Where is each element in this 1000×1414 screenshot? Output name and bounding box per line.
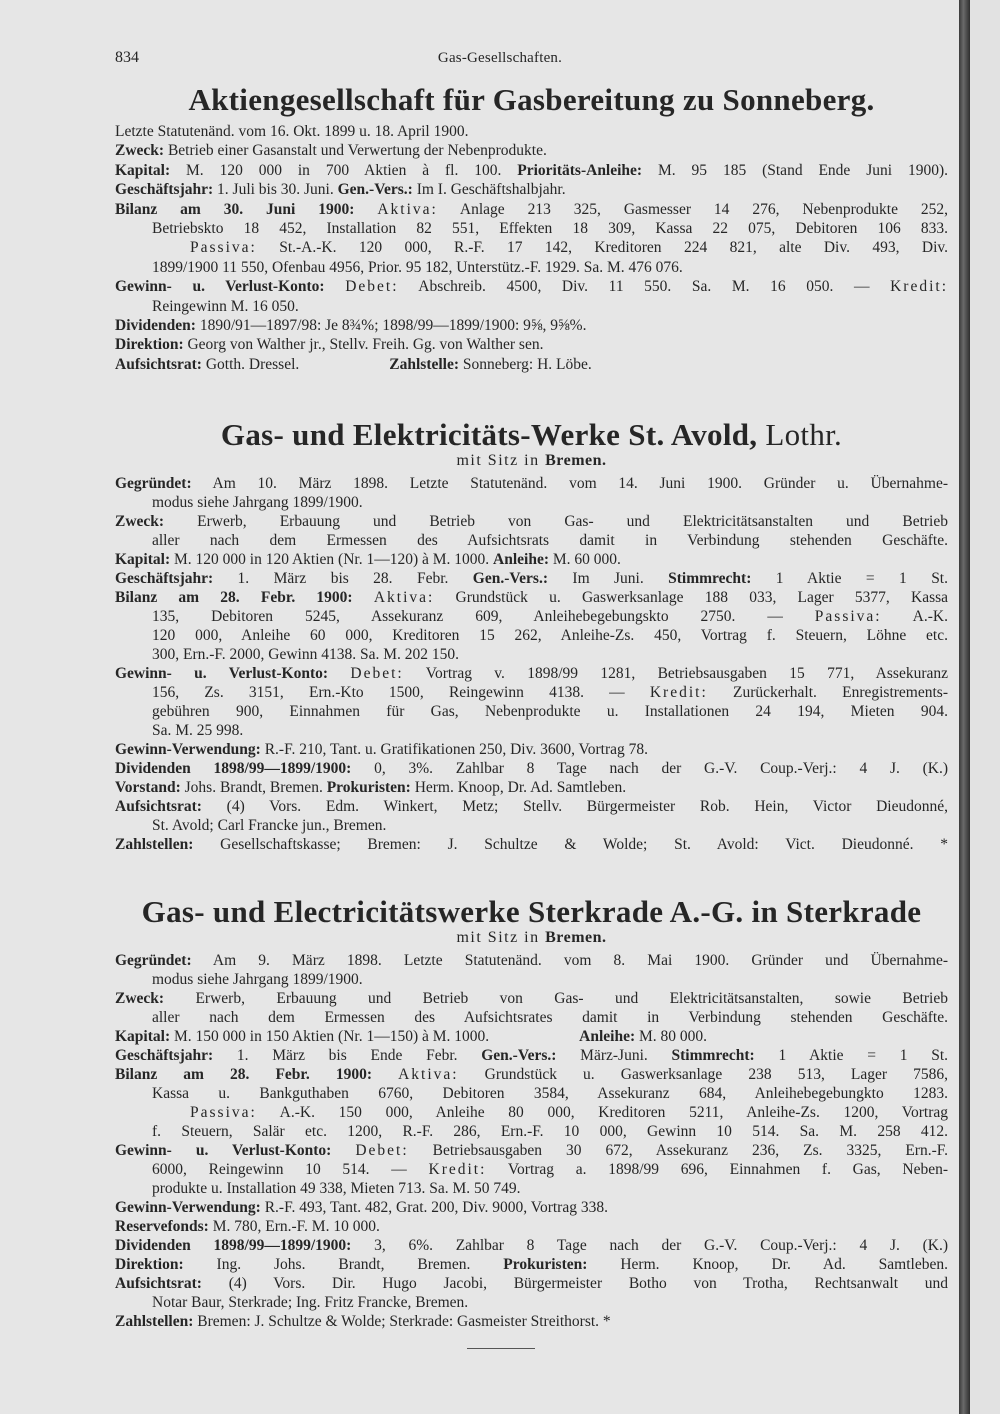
entry-line [152, 970, 948, 989]
entry-body [115, 951, 948, 1331]
field-value: Grundstück u. Gaswerksanlage 188 033, Lager 5377, Kassa [434, 589, 949, 606]
field-value: A.-K. [881, 608, 948, 625]
field-value: 1. März bis 28. Febr. [213, 570, 473, 587]
field-label: Zahlstelle: [389, 355, 460, 373]
field-value: aller nach dem Ermessen des Aufsichtsrats damit in Verbindung stehenden Geschäfte. [152, 532, 948, 549]
seat-city: Bremen. [545, 452, 607, 469]
field-label: Kapital: [115, 551, 171, 568]
field-value: f. Steuern, Salär etc. 1200, R.-F. 286, Ern.-F. 10 000, Gewinn 10 514. Sa. M. 258 412. [152, 1123, 948, 1140]
field-value [328, 665, 350, 682]
entry-line [115, 355, 948, 374]
field-label: Direktion: [115, 1256, 184, 1273]
field-value: 3, 6%. Zahlbar 8 Tage nach der G.-V. Coup.-Verj.: 4 J. (K.) [351, 1237, 948, 1254]
company-entry-st-avold [115, 417, 949, 853]
entry-line [152, 626, 948, 645]
field-value: M. 95 185 (Stand Ende Juni 1900). [642, 161, 948, 179]
field-label: Geschäftsjahr: [115, 570, 214, 587]
entry-line [115, 550, 948, 569]
page-number: 834 [115, 49, 139, 66]
entry-line [115, 835, 948, 854]
entry-line [115, 797, 948, 816]
field-label: Gewinn-Verwendung: [115, 741, 261, 758]
entry-line [115, 1046, 948, 1065]
entry-line [152, 1179, 948, 1198]
field-value: Sonneberg: H. Löbe. [459, 355, 592, 373]
entry-line [152, 1160, 948, 1179]
company-location: Lothr. [757, 417, 843, 452]
field-label: Anleihe: [493, 551, 549, 568]
field-label: Zahlstellen: [115, 1313, 194, 1330]
entry-line [115, 1141, 948, 1160]
field-value: Herm. Knoop, Dr. Ad. Samtleben. [410, 779, 627, 796]
entry-line [115, 1027, 948, 1046]
entry-line [115, 1065, 948, 1084]
field-label: Anleihe: [579, 1028, 636, 1045]
field-value: Georg von Walther jr., Stellv. Freih. Gg. von Walther sen. [183, 336, 544, 354]
field-value: 1. Juli bis 30. Juni. [213, 181, 338, 199]
entry-line [152, 1008, 948, 1027]
field-value: aller nach dem Ermessen des Aufsichtsrates damit in Verbindung stehenden Geschäfte. [152, 1009, 948, 1026]
entry-line [152, 683, 948, 702]
end-rule [467, 1348, 535, 1349]
field-value: 0, 3%. Zahlbar 8 Tage nach der G.-V. Coup.-Verj.: 4 J. (K.) [351, 760, 948, 777]
company-seat [115, 451, 948, 471]
field-value: 1. März bis Ende Febr. [213, 1047, 482, 1064]
field-value: modus siehe Jahrgang 1899/1900. [152, 971, 363, 988]
field-label: Bilanz am 30. Juni 1900: [115, 200, 355, 218]
field-value [354, 201, 377, 218]
running-title: Gas-Gesellschaften. [437, 50, 563, 66]
page-binding-edge [959, 0, 970, 1414]
entry-line [115, 122, 948, 141]
company-title [115, 417, 948, 453]
field-value: 1890/91—1897/98: Je 8¾%; 1898/99—1899/1900: 9⅝, 9⅝%. [195, 316, 587, 334]
field-label: Zahlstellen: [115, 836, 194, 853]
entry-line [115, 335, 948, 354]
field-label: Geschäftsjahr: [115, 181, 214, 199]
field-label: Prokuristen: [326, 779, 411, 796]
field-value: (4) Vors. Edm. Winkert, Metz; Stellv. Bürgermeister Rob. Hein, Victor Dieudonné, [201, 798, 948, 815]
entry-line [152, 702, 948, 721]
field-value: Abschreib. 4500, Div. 11 550. Sa. M. 16 050. — [398, 278, 891, 296]
field-value: M. 120 000 in 120 Aktien (Nr. 1—120) à M. 1000. [170, 551, 494, 568]
field-label: Gewinn- u. Verlust-Konto: [115, 278, 325, 296]
field-value: Notar Baur, Sterkrade; Ing. Fritz Francke, Bremen. [152, 1294, 469, 1311]
entry-body [115, 474, 948, 854]
field-value: Vortrag a. 1898/99 696, Einnahmen f. Gas, Neben- [486, 1161, 948, 1178]
field-value: Zurückerhalt. Enregistrements- [707, 684, 948, 701]
entry-line [115, 1255, 948, 1274]
field-label: Gen.-Vers.: [337, 181, 413, 199]
field-value: Am 9. März 1898. Letzte Statutenänd. vom 8. Mai 1900. Gründer und Übernahme- [191, 952, 948, 969]
entry-line [115, 161, 948, 180]
entry-line [152, 721, 948, 740]
entry-line [152, 297, 948, 316]
field-value: A.-K. 150 000, Anleihe 80 000, Kreditoren 5211, Anleihe-Zs. 1200, Vortrag [256, 1104, 948, 1121]
field-value [372, 1066, 398, 1083]
entry-line [115, 277, 948, 296]
field-label: Gegründet: [115, 475, 192, 492]
field-value: 300, Ern.-F. 2000, Gewinn 4138. Sa. M. 202 150. [152, 646, 460, 663]
entry-line [152, 607, 948, 626]
field-label: Gewinn- u. Verlust-Konto: [115, 1142, 332, 1159]
field-value: St. Avold; Carl Francke jun., Bremen. [152, 817, 387, 834]
entry-line [115, 1236, 948, 1255]
entry-line [152, 1122, 948, 1141]
field-label: Direktion: [115, 336, 184, 354]
field-label: Kapital: [115, 161, 171, 179]
entry-line [115, 664, 948, 683]
field-label: Bilanz am 28. Febr. 1900: [115, 1066, 372, 1083]
account-side-label: Passiva: [190, 239, 257, 257]
field-value: M. 80 000. [635, 1028, 708, 1045]
account-side-label: Kredit: [649, 684, 708, 701]
field-label: Reservefonds: [115, 1218, 209, 1235]
entry-line [115, 180, 948, 199]
account-side-label: Kredit: [428, 1161, 487, 1178]
field-value: St.-A.-K. 120 000, R.-F. 17 142, Kreditoren 224 821, alte Div. 493, Div. [256, 239, 948, 257]
entry-line [152, 1084, 948, 1103]
field-value: M. 780, Ern.-F. M. 10 000. [208, 1218, 380, 1235]
field-label: Aufsichtsrat: [115, 355, 202, 373]
entry-line [115, 778, 948, 797]
field-label: Zweck: [115, 142, 165, 160]
field-label: Kapital: [115, 1028, 171, 1045]
field-label: Gegründet: [115, 952, 192, 969]
seat-city: Bremen. [545, 929, 607, 946]
field-value: Anlage 213 325, Gasmesser 14 276, Nebenprodukte 252, [437, 200, 949, 218]
account-side-label: Kredit: [890, 278, 948, 296]
field-value: modus siehe Jahrgang 1899/1900. [152, 494, 363, 511]
field-label: Stimmrecht: [671, 1047, 755, 1064]
field-value: März-Juni. [556, 1047, 672, 1064]
entry-line [115, 1198, 948, 1217]
field-value: Gesellschaftskasse; Bremen: J. Schultze & Wolde; St. Avold: Vict. Dieudonné. * [193, 836, 948, 853]
entry-line [190, 238, 948, 257]
entry-line [152, 493, 948, 512]
account-side-label: Aktiva: [398, 1066, 459, 1083]
field-value: 135, Debitoren 5245, Assekuranz 609, Anleihebegebungskto 2750. — [152, 608, 815, 625]
company-title: Gas- und Electricitätswerke Sterkrade A.-G. in Sterkrade [141, 894, 922, 929]
company-title: Aktiengesellschaft für Gasbereitung zu Sonneberg. [188, 82, 875, 117]
account-side-label: Aktiva: [377, 200, 438, 218]
company-entry-sonneberg [115, 82, 949, 373]
entry-body [115, 122, 948, 374]
field-value: 156, Zs. 3151, Ern.-Kto 1500, Reingewinn 4138. — [152, 684, 650, 701]
account-side-label: Passiva: [190, 1104, 257, 1121]
entry-line [115, 951, 948, 970]
field-value: Am 10. März 1898. Letzte Statutenänd. vom 14. Juni 1900. Gründer u. Übernahme- [191, 475, 948, 492]
entry-line [152, 816, 948, 835]
account-side-label: Aktiva: [373, 589, 435, 606]
entry-line [152, 531, 948, 550]
entry-line [115, 1274, 948, 1293]
adjacent-page-margin [970, 0, 1000, 1414]
entry-line [115, 1312, 948, 1331]
field-value [331, 1142, 355, 1159]
field-label: Gen.-Vers.: [481, 1047, 557, 1064]
entry-line [152, 645, 948, 664]
field-value: Gotth. Dressel. [201, 355, 300, 373]
entry-line [115, 569, 948, 588]
entry-line [115, 141, 948, 160]
field-label: Prokuristen: [503, 1256, 588, 1273]
field-label: Gewinn-Verwendung: [115, 1199, 261, 1216]
field-label: Dividenden: [115, 316, 196, 334]
account-side-label: Debet: [355, 1142, 409, 1159]
field-value: Betrieb einer Gasanstalt und Verwertung der Nebenprodukte. [164, 142, 547, 160]
field-label: Aufsichtsrat: [115, 1275, 202, 1292]
field-label: Zweck: [115, 990, 165, 1007]
company-entry-sterkrade [115, 894, 949, 1330]
field-value: (4) Vors. Dir. Hugo Jacobi, Bürgermeister Botho von Trotha, Rechtsanwalt und [201, 1275, 948, 1292]
company-name: Gas- und Elektricitäts-Werke St. Avold, [220, 417, 758, 452]
field-value: 120 000, Anleihe 60 000, Kreditoren 15 262, Anleihe-Zs. 450, Vortrag f. Steuern, Löhne etc. [152, 627, 948, 644]
field-value: gebühren 900, Einnahmen für Gas, Nebenprodukte u. Installationen 24 194, Mieten 904. [152, 703, 948, 720]
field-label: Bilanz am 28. Febr. 1900: [115, 589, 353, 606]
field-value: M. 120 000 in 700 Aktien à fl. 100. [170, 161, 518, 179]
entry-line [115, 740, 948, 759]
field-value: 1 Aktie = 1 St. [754, 1047, 949, 1064]
field-label: Gen.-Vers.: [472, 570, 548, 587]
entry-line [152, 258, 948, 277]
field-value: Erwerb, Erbauung und Betrieb von Gas- und Elektricitätsanstalten und Betrieb [164, 513, 948, 530]
field-label: Aufsichtsrat: [115, 798, 202, 815]
field-value: Ing. Johs. Brandt, Bremen. [183, 1256, 504, 1273]
entry-line [115, 588, 948, 607]
seat-prefix: mit Sitz in [456, 929, 546, 946]
entry-line [152, 1293, 948, 1312]
account-side-label: Passiva: [814, 608, 882, 625]
field-value: R.-F. 493, Tant. 482, Grat. 200, Div. 9000, Vortrag 338. [260, 1199, 608, 1216]
entry-line [115, 316, 948, 335]
field-value: Kassa u. Bankguthaben 6760, Debitoren 3584, Assekuranz 684, Anleihebegebungkto 1283. [152, 1085, 948, 1102]
field-value: Herm. Knoop, Dr. Ad. Samtleben. [587, 1256, 948, 1273]
field-label: Gewinn- u. Verlust-Konto: [115, 665, 329, 682]
account-side-label: Debet: [350, 665, 404, 682]
field-value: M. 60 000. [549, 551, 621, 568]
field-label: Vorstand: [115, 779, 181, 796]
field-value: Johs. Brandt, Bremen. [180, 779, 327, 796]
field-value: Betriebskto 18 452, Installation 82 551, Effekten 18 309, Kassa 22 075, Debitoren 106 833. [152, 219, 948, 237]
entry-line [115, 200, 948, 219]
entry-line [115, 989, 948, 1008]
field-value: 6000, Reingewinn 10 514. — [152, 1161, 429, 1178]
entry-line [152, 219, 948, 238]
entry-line [115, 474, 948, 493]
field-value: R.-F. 210, Tant. u. Gratifikationen 250, Div. 3600, Vortrag 78. [260, 741, 648, 758]
seat-prefix: mit Sitz in [456, 452, 546, 469]
field-value: Letzte Statutenänd. vom 16. Okt. 1899 u. 18. April 1900. [115, 123, 469, 140]
field-label: Stimmrecht: [668, 570, 752, 587]
field-label: Prioritäts-Anleihe: [517, 161, 643, 179]
field-value: 1899/1900 11 550, Ofenbau 4956, Prior. 95 182, Unterstütz.-F. 1929. Sa. M. 476 076. [152, 258, 683, 276]
entry-line [115, 759, 948, 778]
field-label: Dividenden 1898/99—1899/1900: [115, 1237, 352, 1254]
field-value [353, 589, 374, 606]
field-value: Grundstück u. Gaswerksanlage 238 513, Lager 7586, [458, 1066, 949, 1083]
field-value: Erwerb, Erbauung und Betrieb von Gas- und Elektricitätsanstalten, sowie Betrieb [164, 990, 948, 1007]
entry-line [190, 1103, 948, 1122]
account-side-label: Debet: [345, 278, 399, 296]
field-value: produkte u. Installation 49 338, Mieten 713. Sa. M. 50 749. [152, 1180, 521, 1197]
field-label: Zweck: [115, 513, 165, 530]
field-label: Geschäftsjahr: [115, 1047, 214, 1064]
field-value: Bremen: J. Schultze & Wolde; Sterkrade: Gasmeister Streithorst. * [193, 1313, 611, 1330]
field-value: Sa. M. 25 998. [152, 722, 244, 739]
field-value: Im I. Geschäftshalbjahr. [412, 181, 566, 199]
field-label: Dividenden 1898/99—1899/1900: [115, 760, 352, 777]
field-value [325, 278, 346, 295]
field-value: M. 150 000 in 150 Aktien (Nr. 1—150) à M. 1000. [170, 1028, 490, 1045]
field-value: Vortrag v. 1898/99 1281, Betriebsausgaben 15 771, Assekuranz [403, 665, 948, 682]
entry-line [115, 512, 948, 531]
company-seat [115, 928, 948, 948]
field-value: Betriebsausgaben 30 672, Assekuranz 236, Zs. 3325, Ern.-F. [408, 1142, 949, 1159]
field-value: Im Juni. [548, 570, 669, 587]
field-value: 1 Aktie = 1 St. [751, 570, 948, 587]
entry-line [115, 1217, 948, 1236]
field-value: Reingewinn M. 16 050. [152, 297, 299, 315]
